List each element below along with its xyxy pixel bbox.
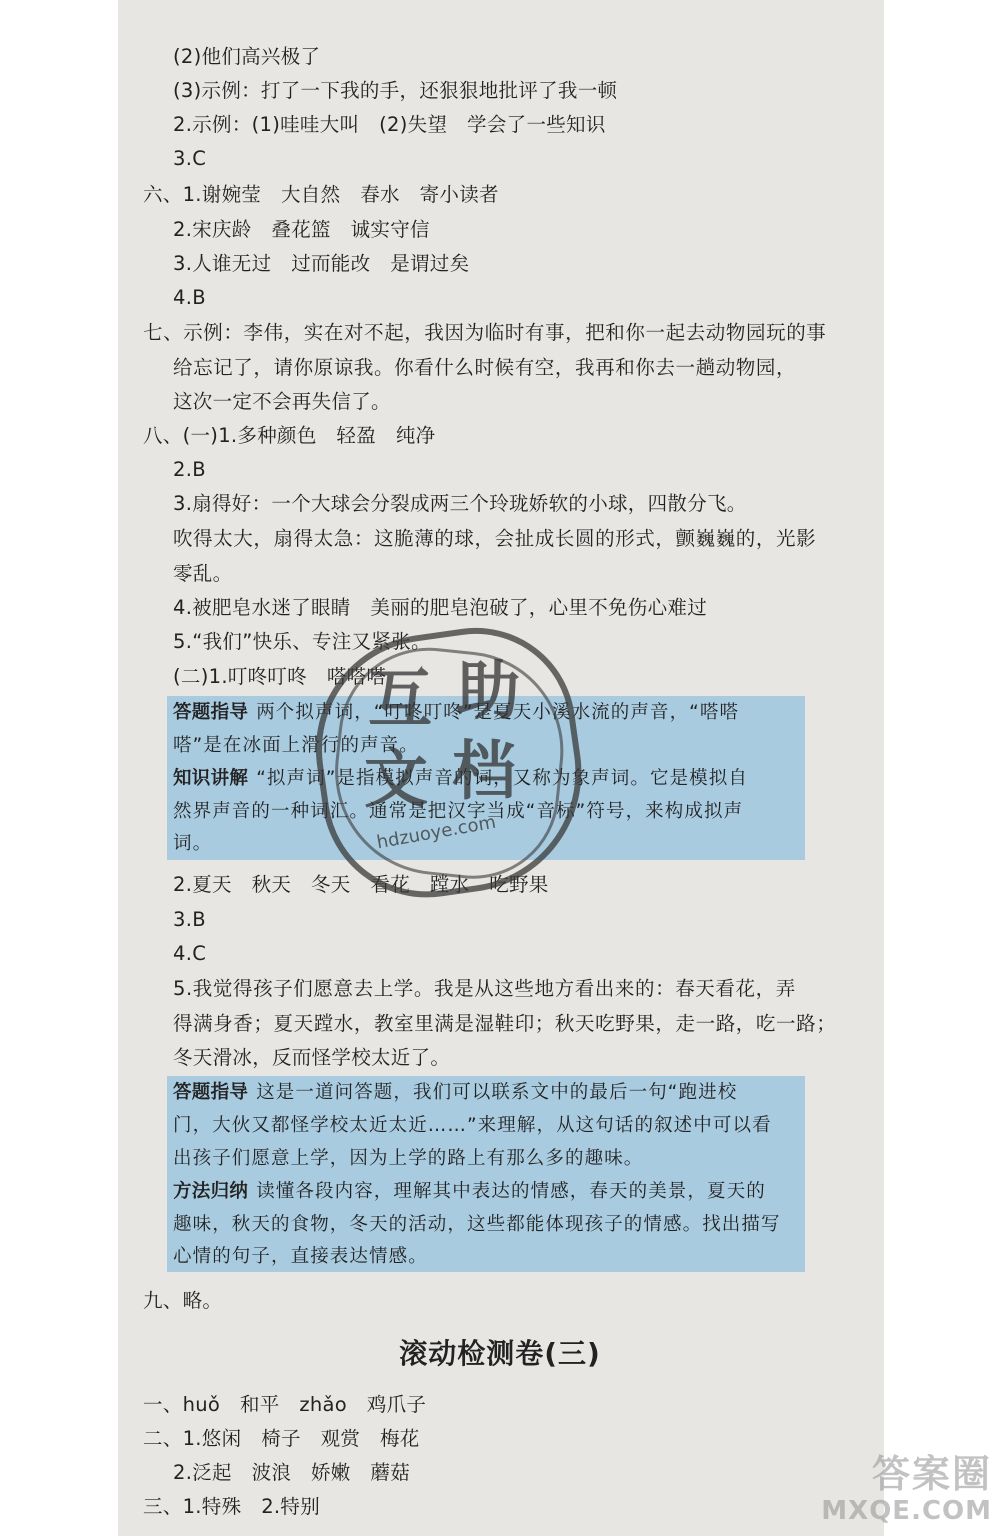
answer-line: 2.泛起 波浪 娇嫩 蘑菇 [173, 1461, 411, 1484]
box-text: 然界声音的一种词汇。通常是把汉字当成“音标”符号，来构成拟声 [173, 801, 744, 822]
answer-line: 二、1.悠闲 椅子 观赏 梅花 [143, 1427, 420, 1450]
box-tag: 答题指导 [173, 1082, 249, 1103]
box-text: 心情的句子，直接表达情感。 [173, 1246, 428, 1267]
watermark-stamp [318, 632, 580, 894]
box-text: 嗒”是在冰面上滑行的声音。 [173, 735, 419, 756]
answer-line: 4.B [173, 286, 206, 309]
stamp-char: 文 [364, 742, 428, 817]
watermark-logo-text: 答案圈 [871, 1452, 992, 1496]
box-text: 两个拟声词，“叮咚叮咚”是夏天小溪水流的声音，“嗒嗒 [256, 702, 740, 723]
box-text: “拟声词”是指模拟声音的词，又称为象声词。它是模拟自 [256, 768, 748, 789]
answer-line: 2.夏天 秋天 冬天 看花 蹚水 吃野果 [173, 873, 549, 896]
answer-line: 零乱。 [173, 562, 233, 585]
answer-line: 一、huǒ 和平 zhǎo 鸡爪子 [143, 1393, 427, 1416]
box-tag: 知识讲解 [173, 768, 249, 789]
stamp-url: hdzuoye.com [375, 811, 498, 854]
answer-line: 这次一定不会再失信了。 [173, 390, 391, 413]
corner-watermark [802, 1452, 992, 1532]
box-tag: 答题指导 [173, 702, 249, 723]
box-text: 出孩子们愿意上学，因为上学的路上有那么多的趣味。 [173, 1148, 644, 1169]
explanation-box [167, 1076, 805, 1272]
answer-line: 2.B [173, 458, 206, 481]
box-text: 词。 [173, 833, 213, 854]
stamp-char: 互 [368, 662, 432, 737]
section-title: 滚动检测卷(三) [399, 1337, 601, 1370]
answer-line: 得满身香；夏天蹚水，教室里满是湿鞋印；秋天吃野果，走一路，吃一路； [173, 1012, 837, 1035]
answer-line: 5.“我们”快乐、专注又紧张。 [173, 630, 431, 653]
answer-line: 3.人谁无过 过而能改 是谓过矣 [173, 252, 470, 275]
answer-line: 4.被肥皂水迷了眼睛 美丽的肥皂泡破了，心里不免伤心难过 [173, 596, 708, 619]
answer-line: 三、1.特殊 2.特别 [143, 1495, 321, 1518]
answer-line: 九、略。 [143, 1289, 223, 1312]
answer-line: 3.扇得好：一个大球会分裂成两三个玲珑娇软的小球，四散分飞。 [173, 492, 747, 515]
answer-line: (3)示例：打了一下我的手，还狠狠地批评了我一顿 [173, 79, 618, 102]
answer-line: (二)1.叮咚叮咚 嗒嗒嗒 [173, 665, 387, 688]
box-text: 这是一道问答题，我们可以联系文中的最后一句“跑进校 [256, 1082, 738, 1103]
answer-line: 冬天滑冰，反而怪学校太近了。 [173, 1046, 451, 1069]
answer-line: 3.B [173, 908, 206, 931]
answer-line: (2)他们高兴极了 [173, 45, 321, 68]
answer-line: 2.示例：(1)哇哇大叫 (2)失望 学会了一些知识 [173, 113, 606, 136]
box-text: 门，大伙又都怪学校太近太近……”来理解，从这句话的叙述中可以看 [173, 1115, 772, 1136]
box-text: 读懂各段内容，理解其中表达的情感，春天的美景，夏天的 [256, 1181, 766, 1202]
answer-line: 5.我觉得孩子们愿意去上学。我是从这些地方看出来的：春天看花，弄 [173, 977, 796, 1000]
box-text: 趣味，秋天的食物，冬天的活动，这些都能体现孩子的情感。找出描写 [173, 1214, 781, 1235]
answer-line: 吹得太大，扇得太急：这脆薄的球，会扯成长圆的形式，颤巍巍的，光影 [173, 527, 817, 550]
answer-line: 给忘记了，请你原谅我。你看什么时候有空，我再和你去一趟动物园， [173, 356, 797, 379]
answer-line: 六、1.谢婉莹 大自然 春水 寄小读者 [143, 183, 499, 206]
box-tag: 方法归纳 [173, 1181, 249, 1202]
answer-line: 八、(一)1.多种颜色 轻盈 纯净 [143, 424, 436, 447]
answer-line: 2.宋庆龄 叠花篮 诚实守信 [173, 218, 430, 241]
stamp-char: 助 [456, 654, 520, 729]
watermark-domain: MXQE.COM [821, 1496, 992, 1526]
answer-line: 3.C [173, 147, 207, 170]
answer-line: 4.C [173, 942, 207, 965]
answer-line: 七、示例：李伟，实在对不起，我因为临时有事，把和你一起去动物园玩的事 [143, 321, 827, 344]
stamp-char: 档 [452, 734, 516, 809]
